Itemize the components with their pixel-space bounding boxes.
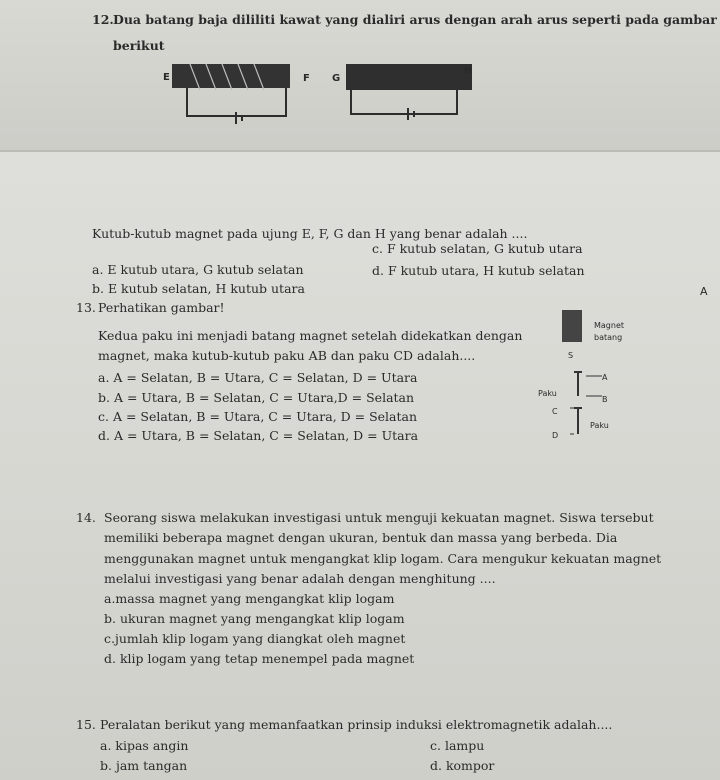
battery-right-icon <box>400 104 430 124</box>
label-F: F <box>303 73 310 84</box>
q13-option-c: c. A = Selatan, B = Utara, C = Utara, D = Selatan <box>98 409 418 424</box>
q12-stem-line2: berikut <box>113 38 165 53</box>
batang-label: batang <box>594 333 623 342</box>
q13-margin-mark: A <box>700 285 708 298</box>
q14-line-4: melalui investigasi yang benar adalah dengan menghitung .... <box>104 571 496 586</box>
q15-option-d: d. kompor <box>430 758 495 773</box>
q14-number: 14. <box>76 510 96 525</box>
q13-figure <box>530 300 650 450</box>
q14-line-1: Seorang siswa melakukan investigasi untuk menguji kekuatan magnet. Siswa tersebut <box>104 510 654 525</box>
nails-icon <box>570 368 620 448</box>
wire-right-a <box>350 90 352 114</box>
label-E: E <box>163 72 170 83</box>
q13-number: 13. <box>76 300 96 315</box>
q14-line-3: menggunakan magnet untuk mengangkat klip logam. Cara mengukur kekuatan magnet <box>104 551 662 566</box>
battery-left-icon <box>228 108 258 128</box>
q13-option-d: d. A = Utara, B = Selatan, C = Selatan, D = Utara <box>98 428 419 443</box>
q12-option-b: b. E kutub selatan, H kutub utara <box>92 281 305 296</box>
q13-body-line2: magnet, maka kutub-kutub paku AB dan paku CD adalah.... <box>98 348 476 363</box>
q14-option-d: d. klip logam yang tetap menempel pada magnet <box>104 651 415 666</box>
wire-left-b <box>285 88 287 116</box>
q12-stem-line1: Dua batang baja dililiti kawat yang dialiri arus dengan arah arus seperti pada gambar <box>113 12 717 27</box>
page-bottom <box>0 150 720 780</box>
label-A: A <box>602 373 608 382</box>
label-G: G <box>332 73 341 84</box>
q13-option-a: a. A = Selatan, B = Utara, C = Selatan, D = Utara <box>98 370 418 385</box>
label-C: C <box>552 407 558 416</box>
steel-rod-right <box>346 64 472 90</box>
paku-label-1: Paku <box>538 389 557 398</box>
magnet-s-label: S <box>568 351 574 360</box>
q15-option-a: a. kipas angin <box>100 738 189 753</box>
q15-stem: Peralatan berikut yang memanfaatkan prinsip induksi elektromagnetik adalah.... <box>100 717 613 732</box>
q15-option-b: b. jam tangan <box>100 758 188 773</box>
q12-question: Kutub-kutub magnet pada ujung E, F, G dan H yang benar adalah .... <box>92 226 528 241</box>
bar-magnet <box>562 310 582 342</box>
label-H: H <box>464 66 473 77</box>
label-D: D <box>552 431 559 440</box>
q14-option-b: b. ukuran magnet yang mengangkat klip logam <box>104 611 405 626</box>
coil-left <box>172 62 292 92</box>
label-B: B <box>602 395 608 404</box>
magnet-label: Magnet <box>594 321 625 330</box>
q14-line-2: memiliki beberapa magnet dengan ukuran, bentuk dan massa yang berbeda. Dia <box>104 530 618 545</box>
q12-option-a: a. E kutub utara, G kutub selatan <box>92 262 304 277</box>
paku-label-2: Paku <box>590 421 609 430</box>
q13-option-b: b. A = Utara, B = Selatan, C = Utara,D = Selatan <box>98 390 415 405</box>
wire-right-b <box>456 90 458 114</box>
q13-body-line1: Kedua paku ini menjadi batang magnet setelah didekatkan dengan <box>98 328 523 343</box>
wire-left-a <box>186 88 188 116</box>
q13-stem: Perhatikan gambar! <box>98 300 225 315</box>
q14-option-a: a.massa magnet yang mengangkat klip logam <box>104 591 395 606</box>
q15-option-c: c. lampu <box>430 738 485 753</box>
q14-option-c: c.jumlah klip logam yang diangkat oleh magnet <box>104 631 406 646</box>
q12-figure <box>160 58 500 138</box>
q15-number: 15. <box>76 717 96 732</box>
q12-option-c: c. F kutub selatan, G kutub utara <box>372 241 583 256</box>
q12-number: 12. <box>92 12 114 27</box>
q12-option-d: d. F kutub utara, H kutub selatan <box>372 263 585 278</box>
